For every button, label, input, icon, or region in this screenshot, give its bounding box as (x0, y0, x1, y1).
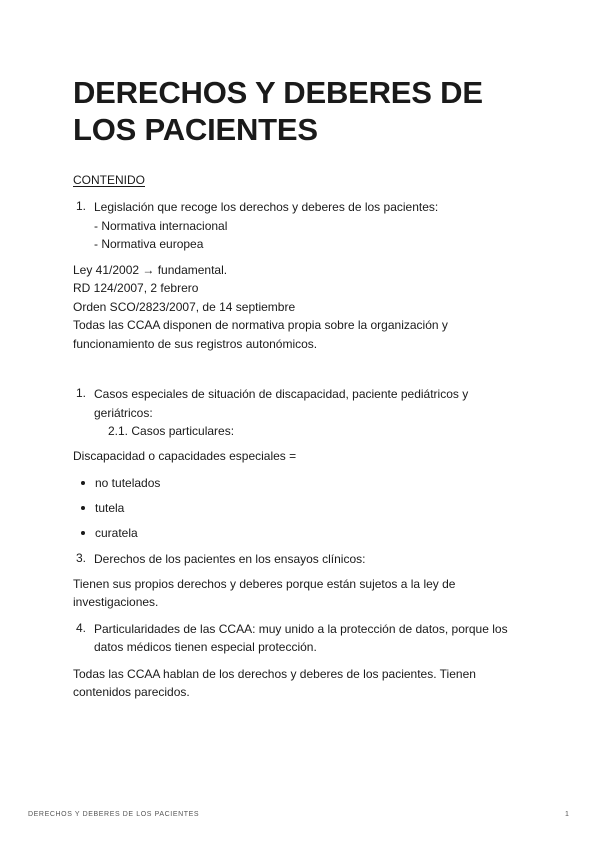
paragraph-ensayos (73, 575, 533, 612)
paragraph-line: Todas las CCAA hablan de los derechos y deberes de los pacientes. Tienen (73, 666, 476, 681)
sub-item: - Normativa europea (94, 237, 204, 251)
bullet-item (73, 525, 533, 550)
list-item-text: geriátricos: (94, 405, 153, 420)
section-label: CONTENIDO (73, 173, 145, 187)
list-item-body (94, 198, 533, 254)
paragraph-line: Tienen sus propios derechos y deberes porque están sujetos a la ley de (73, 576, 456, 591)
list-number: 4. (76, 620, 87, 635)
bullet-text: tutela (95, 501, 125, 515)
paragraph-line: investigaciones. (73, 595, 159, 609)
bullet-icon (81, 506, 85, 510)
paragraph-line: RD 124/2007, 2 febrero (73, 281, 199, 295)
paragraph-legislacion (73, 261, 533, 354)
list-item-text: Legislación que recoge los derechos y deberes de los pacientes: (94, 200, 439, 214)
bullet-item (73, 500, 533, 525)
paragraph-line: Ley 41/2002 → fundamental. (73, 262, 228, 277)
list-item-casos-especiales (73, 385, 533, 441)
paragraph-ccaa (73, 665, 533, 702)
discapacidad-label: Discapacidad o capacidades especiales = (73, 448, 297, 463)
list-item-text: datos médicos tienen especial protección. (94, 640, 317, 654)
paragraph-line: Todas las CCAA disponen de normativa propia sobre la organización y (73, 318, 448, 332)
paragraph-line: Orden SCO/2823/2007, de 14 septiembre (73, 299, 296, 314)
list-item-body (94, 620, 533, 657)
page-title: DERECHOS Y DEBERES DE LOS PACIENTES (73, 75, 483, 147)
list-item-text: Casos especiales de situación de discapacidad, paciente pediátricos y (94, 387, 469, 401)
list-item-text: Particularidades de las CCAA: muy unido a la protección de datos, porque los (94, 621, 508, 636)
list-number: 1. (76, 386, 87, 400)
paragraph-line: contenidos parecidos. (73, 685, 190, 699)
list-number: 3. (76, 551, 87, 565)
bullet-icon (81, 481, 85, 485)
list-item-body (94, 550, 533, 569)
page-number: 1 (565, 811, 569, 818)
sub-item: 2.1. Casos particulares: (108, 424, 235, 438)
list-number: 1. (76, 199, 87, 213)
list-item-text: Derechos de los pacientes en los ensayos clínicos: (94, 552, 366, 566)
paragraph-line: funcionamiento de sus registros autonómicos. (73, 336, 318, 351)
footer-title: DERECHOS Y DEBERES DE LOS PACIENTES (28, 811, 200, 818)
list-item-ensayos (73, 550, 533, 569)
list-item-legislacion (73, 198, 533, 254)
sub-item: - Normativa internacional (94, 218, 228, 233)
document-page (73, 74, 533, 702)
bullet-icon (81, 531, 85, 535)
list-item-ccaa (73, 620, 533, 657)
bullet-list (73, 475, 533, 550)
bullet-item (73, 475, 533, 500)
bullet-text: curatela (95, 526, 138, 540)
list-item-body (94, 385, 533, 441)
bullet-text: no tutelados (95, 476, 161, 490)
